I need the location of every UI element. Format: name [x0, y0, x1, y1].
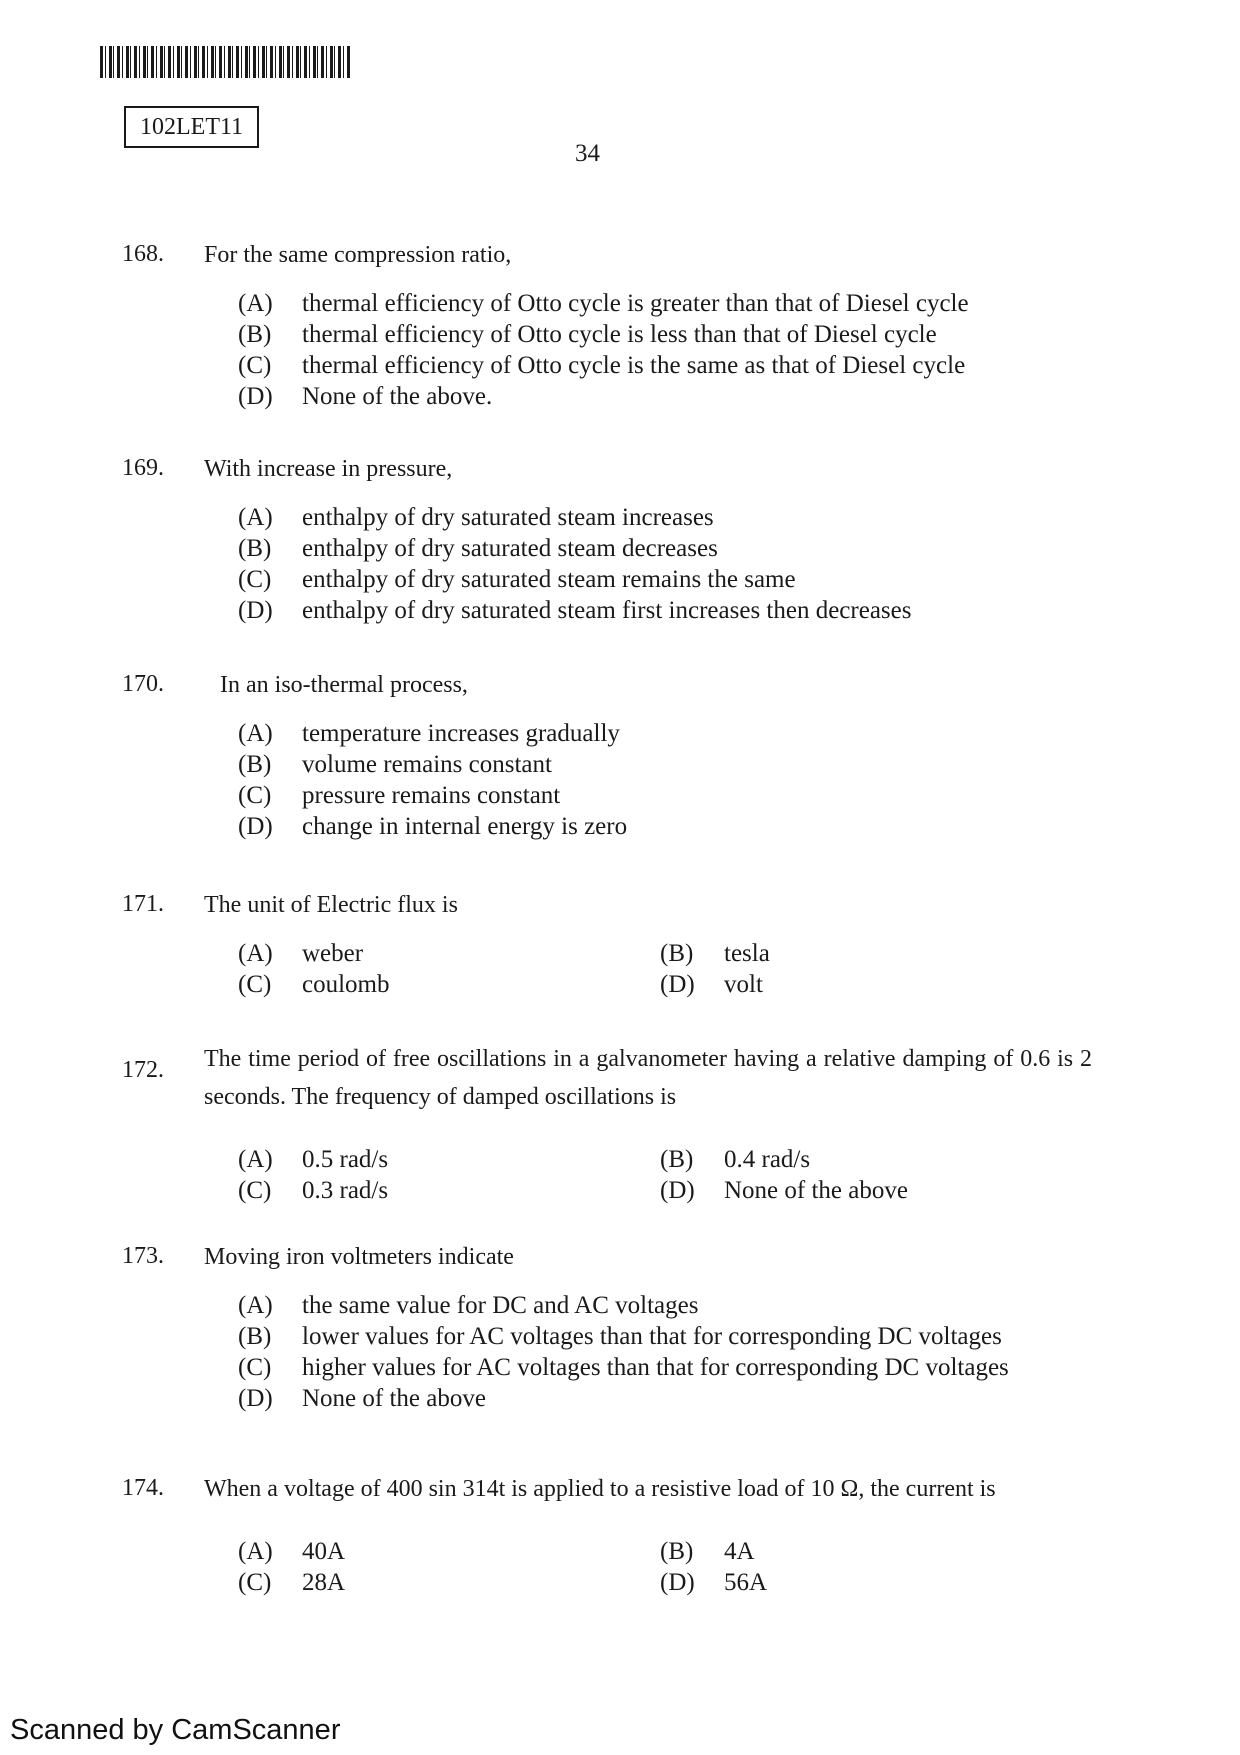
question-174	[122, 1470, 1092, 1598]
option-a: (A) enthalpy of dry saturated steam increases	[238, 504, 714, 531]
question-170	[122, 666, 1092, 842]
option-d: (D) None of the above	[660, 1177, 908, 1204]
question-168	[122, 236, 1092, 412]
option-a: (A) thermal efficiency of Otto cycle is greater than that of Diesel cycle	[238, 290, 969, 317]
question-number: 169.	[122, 455, 164, 481]
option-a: (A) the same value for DC and AC voltages	[238, 1292, 699, 1319]
question-number: 171.	[122, 891, 164, 917]
question-text: For the same compression ratio,	[204, 242, 512, 268]
question-text: In an iso-thermal process,	[220, 672, 468, 698]
option-d: (D) change in internal energy is zero	[238, 813, 628, 840]
question-173	[122, 1238, 1092, 1414]
option-c: (C) enthalpy of dry saturated steam remains the same	[238, 566, 796, 593]
barcode	[100, 46, 350, 78]
question-text: The time period of free oscillations in a galvanometer having a relative damping of 0.6 is 2 seconds. The frequency of damped oscillations is	[204, 1046, 1092, 1110]
option-b: (B) tesla	[660, 940, 770, 967]
option-c: (C) thermal efficiency of Otto cycle is the same as that of Diesel cycle	[238, 352, 966, 379]
option-a: (A) 40A	[238, 1538, 346, 1565]
option-c: (C) 28A	[238, 1569, 346, 1596]
page-number: 34	[575, 140, 600, 167]
option-a: (A) temperature increases gradually	[238, 720, 620, 747]
option-b: (B) enthalpy of dry saturated steam decreases	[238, 535, 718, 562]
option-b: (B) thermal efficiency of Otto cycle is less than that of Diesel cycle	[238, 321, 937, 348]
option-b: (B) 0.4 rad/s	[660, 1146, 811, 1173]
option-c: (C) 0.3 rad/s	[238, 1177, 389, 1204]
question-169	[122, 450, 1092, 626]
question-text: With increase in pressure,	[204, 456, 453, 482]
question-text: Moving iron voltmeters indicate	[204, 1244, 514, 1270]
option-d: (D) volt	[660, 971, 763, 998]
option-d: (D) 56A	[660, 1569, 768, 1596]
question-number: 173.	[122, 1243, 164, 1269]
scanner-watermark: Scanned by CamScanner	[10, 1714, 341, 1746]
question-number: 168.	[122, 241, 164, 267]
option-b: (B) volume remains constant	[238, 751, 552, 778]
option-d: (D) enthalpy of dry saturated steam first increases then decreases	[238, 597, 912, 624]
option-c: (C) pressure remains constant	[238, 782, 561, 809]
question-number: 172.	[122, 1057, 164, 1083]
question-172	[122, 1040, 1092, 1206]
option-c: (C) higher values for AC voltages than that for corresponding DC voltages	[238, 1354, 1009, 1381]
option-d: (D) None of the above	[238, 1385, 486, 1412]
exam-code-box: 102LET11	[124, 106, 259, 148]
option-b: (B) lower values for AC voltages than that for corresponding DC voltages	[238, 1323, 1002, 1350]
option-a: (A) weber	[238, 940, 364, 967]
question-text: The unit of Electric flux is	[204, 892, 458, 918]
question-number: 170.	[122, 671, 164, 697]
option-a: (A) 0.5 rad/s	[238, 1146, 389, 1173]
question-171	[122, 886, 1092, 1000]
question-number: 174.	[122, 1475, 164, 1501]
question-text: When a voltage of 400 sin 314t is applied to a resistive load of 10 Ω, the current is	[204, 1476, 996, 1502]
option-c: (C) coulomb	[238, 971, 390, 998]
option-d: (D) None of the above.	[238, 383, 493, 410]
option-b: (B) 4A	[660, 1538, 755, 1565]
